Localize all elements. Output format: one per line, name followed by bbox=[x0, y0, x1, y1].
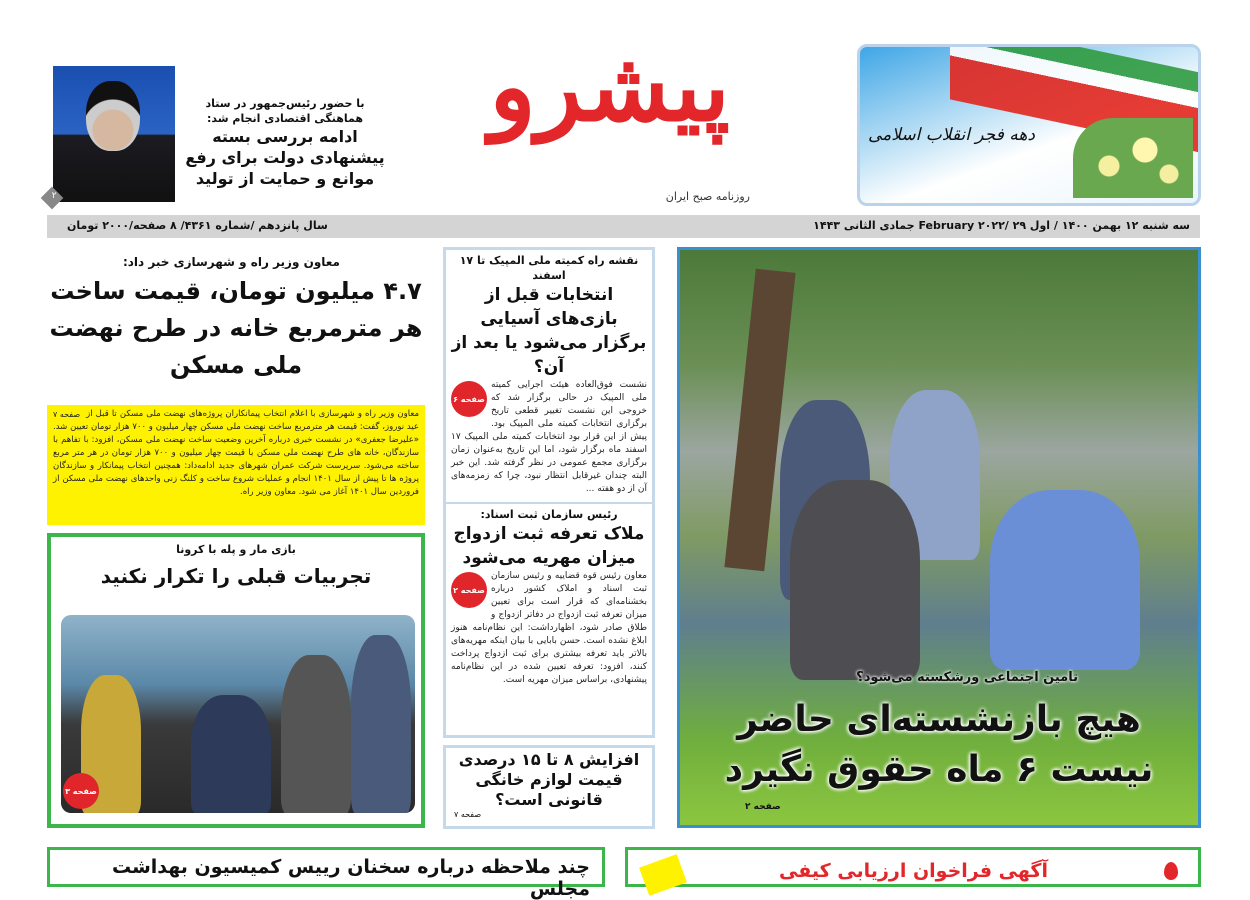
page-ref-badge: صفحه ۲ bbox=[451, 572, 487, 608]
marriage-headline: ملاک تعرفه ثبت ازدواج میزان مهریه می‌شود bbox=[453, 524, 645, 568]
main-photo-kicker: تامین اجتماعی ورشکسته می‌شود؟ bbox=[856, 670, 1078, 685]
housing-kicker: معاون وزیر راه و شهرسازی خبر داد: bbox=[122, 255, 340, 269]
olympic-headline: انتخابات قبل از بازی‌های آسیایی برگزار می‌شود یا بعد از آن؟ bbox=[451, 285, 647, 377]
corona-kicker: بازی مار و پله با کرونا bbox=[176, 543, 296, 556]
marriage-kicker: رئیس سازمان ثبت اسناد: bbox=[480, 508, 618, 521]
banner-calligraphy: دهه فجر انقلاب اسلامی bbox=[868, 125, 1035, 145]
flowers-image bbox=[1073, 118, 1193, 198]
logo-text: پیشرو bbox=[489, 30, 730, 143]
olympic-kicker: نقشه راه کمیته ملی المپیک تا ۱۷ اسفند bbox=[459, 254, 639, 282]
page-ref: صفحه ۲ bbox=[745, 802, 781, 812]
bottom-left-headline: چند ملاحظه درباره سخنان رییس کمیسیون بهداشت مجلس bbox=[111, 856, 590, 900]
page-ref-badge: صفحه ۳ bbox=[63, 773, 99, 809]
bottom-right-ad[interactable] bbox=[625, 847, 1201, 887]
page-ref-badge: صفحه ۶ bbox=[451, 381, 487, 417]
metro-crowd-photo bbox=[61, 615, 415, 813]
top-story-kicker: با حضور رئیس‌جمهور در ستاد هماهنگی اقتصادی انجام شد: bbox=[205, 97, 365, 125]
bottom-left-story[interactable] bbox=[47, 847, 605, 900]
housing-body-box bbox=[47, 405, 425, 525]
star-badge bbox=[639, 854, 687, 896]
drop-icon bbox=[1164, 862, 1178, 880]
corona-headline: تجربیات قبلی را تکرار نکنید bbox=[100, 564, 372, 588]
page-badge: ۲ bbox=[41, 187, 64, 210]
date-bar bbox=[47, 215, 1200, 238]
logo-tagline: روزنامه صبح ایران bbox=[665, 190, 750, 203]
corona-story[interactable] bbox=[47, 533, 425, 828]
olympic-story[interactable] bbox=[443, 247, 655, 738]
housing-body: معاون وزیر راه و شهرسازی با اعلام انتخاب پیمانکاران پروژه‌های نهضت ملی مسکن تا قبل از عید نوروز، گفت: قیمت هر مترمربع ساخت نهضت ملی مسکن چهار میلیون و ۷۰۰ هزار تومان تعیین شد. «علیرضا جعفری» در نشست خبری درباره آخرین وضعیت ساخت نهضت ملی مسکن، افزود: با تفاهم با سازندگان، خانه های طرح نهضت ملی مسکن با قیمت چهار میلیون و ۷۰۰ هزار تومان در هر متر مربع ساخته می‌شود. سرپرست شرکت عمران شهرهای جدید ادامه‌داد: همچنین انتخاب پیمانکار و سازندگان پروژه ها تا پیش از سال ۱۴۰۱ انجام و عملیات شروع ساخت و کلنگ زنی واحدهای نهضت ملی مسکن از فروردین سال ۱۴۰۱ آغاز می شود. معاون وزیر راه. bbox=[53, 409, 419, 497]
president-photo bbox=[53, 66, 175, 202]
issue-info: سال پانزدهم /شماره ۴۳۶۱/ ۸ صفحه/۲۰۰۰ تومان bbox=[67, 219, 328, 232]
appliances-headline: افزایش ۸ تا ۱۵ درصدی قیمت لوازم خانگی قانونی است؟ bbox=[458, 750, 640, 809]
issue-date: سه شنبه ۱۲ بهمن ۱۴۰۰ / اول February ۲۰۲۲/ ۲۹ جمادی الثانی ۱۴۴۳ bbox=[813, 219, 1190, 232]
revolution-anniversary-banner bbox=[857, 44, 1201, 206]
top-story[interactable] bbox=[185, 96, 385, 189]
page-ref: صفحه ۷ bbox=[454, 810, 482, 819]
newspaper-logo bbox=[489, 10, 750, 205]
top-story-headline: ادامه بررسی بسته پیشنهادی دولت برای رفع موانع و حمایت از تولید bbox=[185, 127, 385, 188]
main-photo-headline: هیچ بازنشسته‌ای حاضر نیست ۶ ماه حقوق نگیرد bbox=[724, 699, 1154, 790]
appliances-story[interactable] bbox=[443, 745, 655, 829]
page-ref: صفحه ۷ bbox=[53, 410, 81, 419]
housing-story[interactable] bbox=[47, 255, 425, 384]
main-photo-story[interactable] bbox=[677, 247, 1201, 828]
housing-headline: ۴.۷ میلیون تومان، قیمت ساخت هر مترمربع خانه در طرح نهضت ملی مسکن bbox=[49, 277, 423, 379]
olympic-body: نشست فوق‌العاده هیئت اجرایی کمیته ملی المپیک در حالی برگزار شد که خروجی این نشست تغییر قطعی تاریخ برگزاری انتخابات کمیته ملی المپیک بود. پیش از این قرار بود انتخابات کمیته ملی المپیک ۱۷ اسفند ماه برگزار شود، اما این تاریخ به‌عنوان زمان برگزاری مجمع عمومی در نظر گرفته شد. این خبر البته چندان غیرقابل انتظار نبود، چرا که زمزمه‌های آن از دو هفته ... bbox=[451, 380, 647, 494]
marriage-body: معاون رئیس قوه قضاییه و رئیس سازمان ثبت اسناد و املاک کشور درباره بخشنامه‌ای که قرار است برای تعیین میزان تعرفه ثبت ازدواج در دفاتر ازدواج و طلاق صادر شود، اظهارداشت: این نظام‌نامه هنوز ابلاغ نشده است. حسن بابایی با بیان اینکه مهریه‌های بالاتر باید تعرفه بیشتری برای ثبت ازدواج پرداخت کنند، افزود: تعرفه تعیین شده در این نظام‌نامه پیشنهادی، براساس میزان مهریه است. bbox=[451, 571, 647, 685]
bottom-right-headline: آگهی فراخوان ارزیابی کیفی bbox=[779, 860, 1048, 882]
